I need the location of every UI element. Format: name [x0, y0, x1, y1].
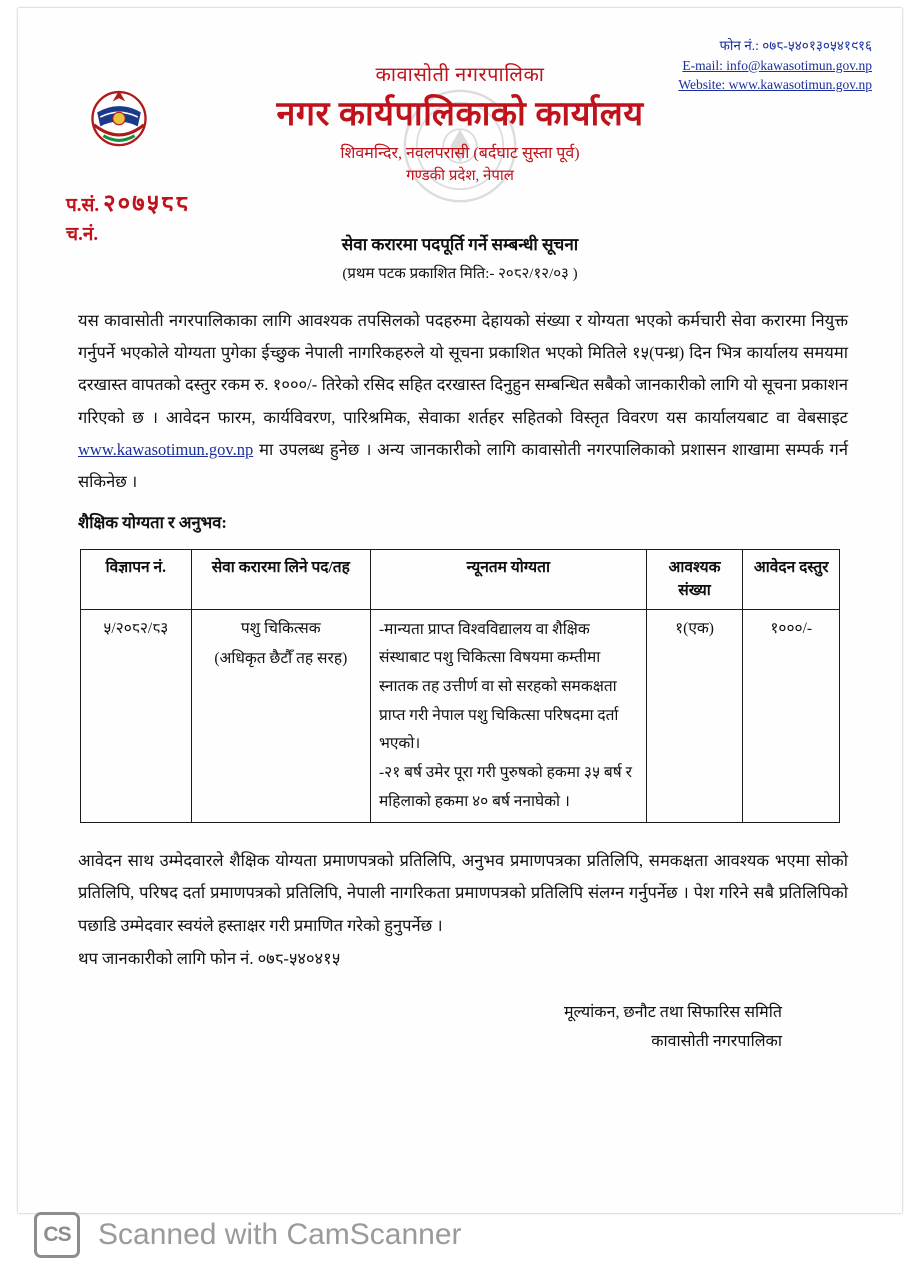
paragraph-1-part-b: मा उपलब्ध हुनेछ । अन्य जानकारीको लागि कावासोती नगरपालिकाको प्रशासन शाखामा सम्पर्क गर्न सकिनेछ । — [78, 439, 848, 491]
cell-ad-no: ५/२०८२/८३ — [81, 609, 192, 823]
cell-qualification — [370, 609, 646, 823]
patra-number-value: २०७५८८ — [103, 191, 191, 217]
org-address-line1: शिवमन्दिर, नवलपरासी (बर्दघाट सुस्ता पूर्व) — [340, 145, 580, 162]
notice-paragraph-2: आवेदन साथ उम्मेदवारले शैक्षिक योग्यता प्रमाणपत्रको प्रतिलिपि, अनुभव प्रमाणपत्रका प्रतिलिपि, समकक्षता आवश्यक भएमा सोको प्रतिलिपि, परिषद दर्ता प्रमाणपत्रको प्रतिलिपि, नेपाली नागरिकता प्रमाणपत्रको प्रतिलिपि संलग्न गर्नुपर्नेछ । पेश गरिने सबै प्रतिलिपिको पछाडि उम्मेदवार स्वयंले हस्ताक्षर गरी प्रमाणित गरेको हुनुपर्नेछ । — [78, 851, 848, 935]
patra-number-label: प.सं. — [66, 195, 100, 216]
org-name-line1: कावासोती नगरपालिका — [375, 64, 545, 86]
paragraph-1-part-a: यस कावासोती नगरपालिकाका लागि आवश्यक तपसिलको पदहरुमा देहायको संख्या र योग्यता भएको कर्मचारी सेवा करारमा नियुक्त गर्नुपर्ने भएकोले योग्यता पुगेका ईच्छुक नेपाली नागरिकहरुले यो सूचना प्रकाशित भएको मितिले १५(पन्ध्र) दिन भित्र कार्यालय समयमा दरखास्त वापतको दस्तुर रकम रु. १०००/- तिरेको रसिद सहित दरखास्त दिनुहुन सम्बन्धित सबैको जानकारीको लागि यो सूचना प्रकाशन गरिएको छ । आवेदन फारम, कार्यविवरण, पारिश्रमिक, सेवाका शर्तहर सहितको विस्तृत विवरण यस कार्यालयबाट वा वेबसाइट — [78, 311, 848, 427]
chalani-number-label: च.नं. — [66, 224, 99, 245]
org-address-line2: गण्डकी प्रदेश, नेपाल — [406, 168, 514, 184]
patra-number — [66, 186, 190, 219]
notice-title-block — [18, 232, 902, 283]
qualification-item-2: -२१ बर्ष उमेर पूरा गरी पुरुषको हकमा ३५ बर्ष र महिलाको हकमा ४० बर्ष ननाघेको । — [378, 763, 632, 810]
contact-website: Website: www.kawasotimun.gov.np — [678, 77, 872, 93]
table-header-row — [81, 550, 840, 610]
camscanner-label: Scanned with CamScanner — [98, 1218, 462, 1251]
cell-post-name: पशु चिकित्सक — [240, 619, 321, 637]
column-header-quantity: आवश्यक संख्या — [646, 550, 743, 610]
publication-date: (प्रथम पटक प्रकाशित मिति:- २०८२/१२/०३ ) — [342, 266, 578, 282]
cell-post — [191, 609, 370, 823]
column-header-post: सेवा करारमा लिने पद/तह — [191, 550, 370, 610]
column-header-qualification: न्यूनतम योग्यता — [370, 550, 646, 610]
scanned-sheet — [18, 8, 902, 1213]
signature-committee: मूल्यांकन, छनौट तथा सिफारिस समिति — [563, 1003, 782, 1021]
page-title: सेवा करारमा पदपूर्ति गर्ने सम्बन्धी सूचना — [341, 235, 579, 254]
signature-municipality: कावासोती नगरपालिका — [651, 1032, 782, 1050]
notice-paragraph-1 — [78, 305, 848, 498]
contact-email: E-mail: info@kawasotimun.gov.np — [682, 57, 872, 73]
organization-block — [18, 60, 902, 185]
vacancy-table — [80, 549, 840, 823]
website-link[interactable]: www.kawasotimun.gov.np — [78, 439, 254, 459]
table-row — [81, 609, 840, 823]
qualification-item-1: -मान्यता प्राप्त विश्वविद्यालय वा शैक्षिक संस्थाबाट पशु चिकित्सा विषयमा कम्तीमा स्नातक तह उत्तीर्ण वा सो सरहको समकक्षता प्राप्त गरी नेपाल पशु चिकित्सा परिषदमा दर्ता भएको। — [378, 620, 619, 753]
column-header-ad-no: विज्ञापन नं. — [81, 550, 192, 610]
cell-fee: १०००/- — [743, 609, 840, 823]
camscanner-watermark — [34, 1212, 462, 1258]
camscanner-logo-icon: CS — [34, 1212, 80, 1258]
signature-block — [18, 999, 782, 1057]
contact-phone: फोन नं.: ०७८-५४०१३०५४१९१६ — [719, 38, 872, 53]
column-header-fee: आवेदन दस्तुर — [743, 550, 840, 610]
org-name-line2: नगर कार्यपालिकाको कार्यालय — [276, 96, 644, 133]
cell-post-level: (अधिकृत छैटौँ तह सरह) — [214, 649, 348, 667]
contact-phone-line: थप जानकारीको लागि फोन नं. ०७८-५४०४१५ — [78, 948, 341, 968]
qualification-section-heading: शैक्षिक योग्यता र अनुभव: — [78, 513, 227, 533]
cell-quantity: १(एक) — [646, 609, 743, 823]
